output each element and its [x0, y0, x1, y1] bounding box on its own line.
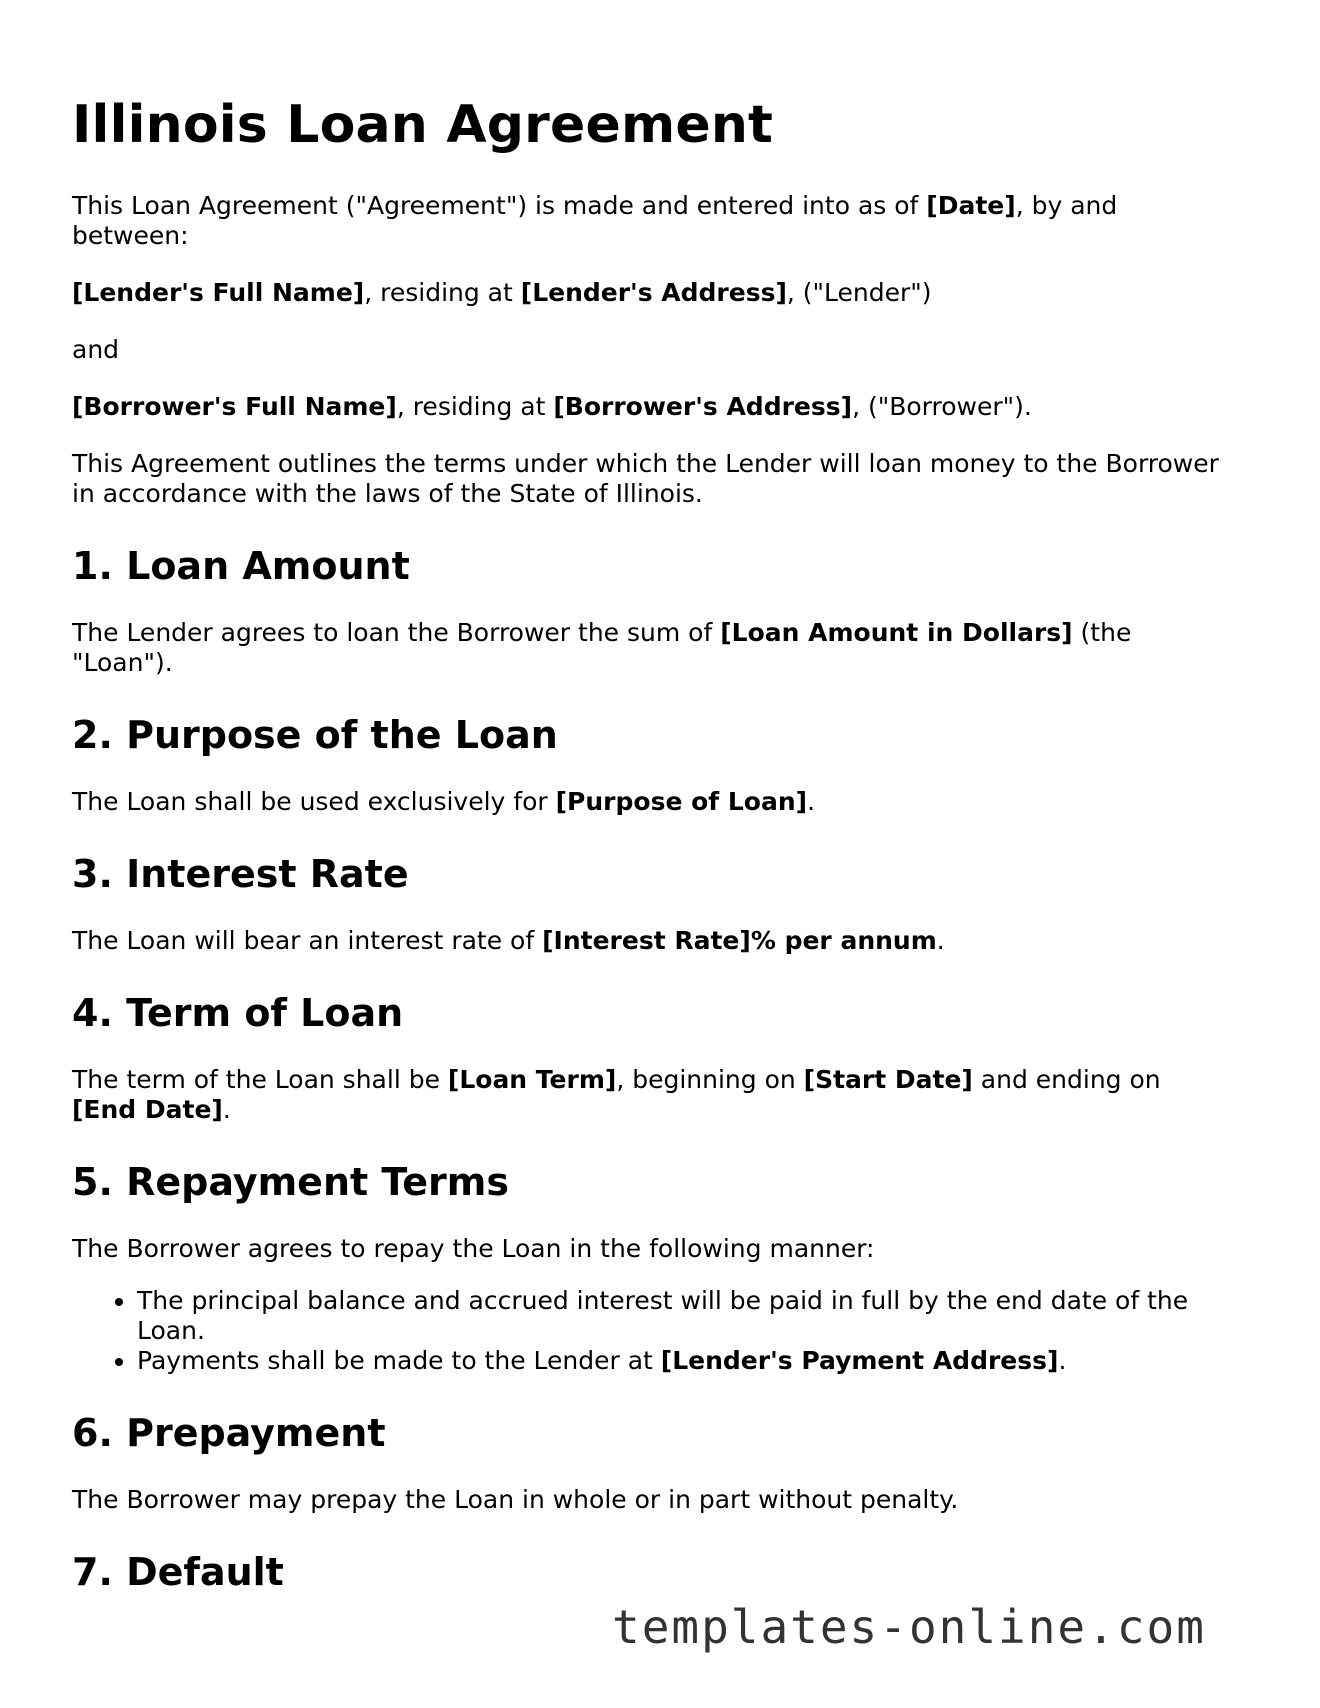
lender-address-placeholder: [Lender's Address] [520, 278, 787, 307]
purpose-paragraph: The Loan shall be used exclusively for [Purpose of Loan]. [72, 787, 816, 816]
purpose-placeholder: [Purpose of Loan] [555, 787, 808, 816]
interest-paragraph: The Loan will bear an interest rate of [Interest Rate]% per annum. [72, 926, 945, 955]
borrower-address-placeholder: [Borrower's Address] [553, 392, 853, 421]
lender-name-placeholder: [Lender's Full Name] [72, 278, 365, 307]
outline-paragraph: This Agreement outlines the terms under which the Lender will loan money to the Borrower in accordance with the laws of the State of Illinois. [72, 449, 1219, 508]
section-heading-term: 4. Term of Loan [72, 991, 404, 1035]
borrower-line: [Borrower's Full Name], residing at [Borrower's Address], ("Borrower"). [72, 392, 1032, 421]
watermark: templates-online.com [612, 1600, 1206, 1654]
document-page [72, 0, 1222, 1594]
interest-rate-placeholder: [Interest Rate]% per annum [542, 926, 937, 955]
document-title: Illinois Loan Agreement [72, 95, 774, 155]
section-heading-loan-amount: 1. Loan Amount [72, 544, 410, 588]
lender-line: [Lender's Full Name], residing at [Lender's Address], ("Lender") [72, 278, 932, 307]
section-heading-interest: 3. Interest Rate [72, 852, 409, 896]
section-heading-purpose: 2. Purpose of the Loan [72, 713, 558, 757]
loan-amount-paragraph: The Lender agrees to loan the Borrower the sum of [Loan Amount in Dollars] (the "Loan"). [72, 618, 1132, 677]
start-date-placeholder: [Start Date] [803, 1065, 973, 1094]
intro-paragraph: This Loan Agreement ("Agreement") is made and entered into as of [Date], by and between: [72, 191, 1118, 250]
section-heading-repayment: 5. Repayment Terms [72, 1160, 509, 1204]
payment-address-placeholder: [Lender's Payment Address] [660, 1346, 1059, 1375]
list-item: • The principal balance and accrued interest will be paid in full by the end date of the Loan. [137, 1286, 1222, 1346]
repayment-paragraph: The Borrower agrees to repay the Loan in the following manner: [72, 1234, 875, 1263]
repayment-list [72, 1286, 1222, 1376]
loan-amount-placeholder: [Loan Amount in Dollars] [720, 618, 1073, 647]
list-item: • Payments shall be made to the Lender at [Lender's Payment Address]. [137, 1346, 1222, 1376]
and-text: and [72, 335, 120, 364]
section-heading-default: 7. Default [72, 1550, 284, 1594]
date-placeholder: [Date] [926, 191, 1016, 220]
prepayment-paragraph: The Borrower may prepay the Loan in whole or in part without penalty. [72, 1485, 959, 1514]
section-heading-prepayment: 6. Prepayment [72, 1411, 386, 1455]
end-date-placeholder: [End Date] [72, 1095, 223, 1124]
borrower-name-placeholder: [Borrower's Full Name] [72, 392, 397, 421]
term-paragraph: The term of the Loan shall be [Loan Term], beginning on [Start Date] and ending on [End Date]. [72, 1065, 1161, 1124]
loan-term-placeholder: [Loan Term] [447, 1065, 617, 1094]
